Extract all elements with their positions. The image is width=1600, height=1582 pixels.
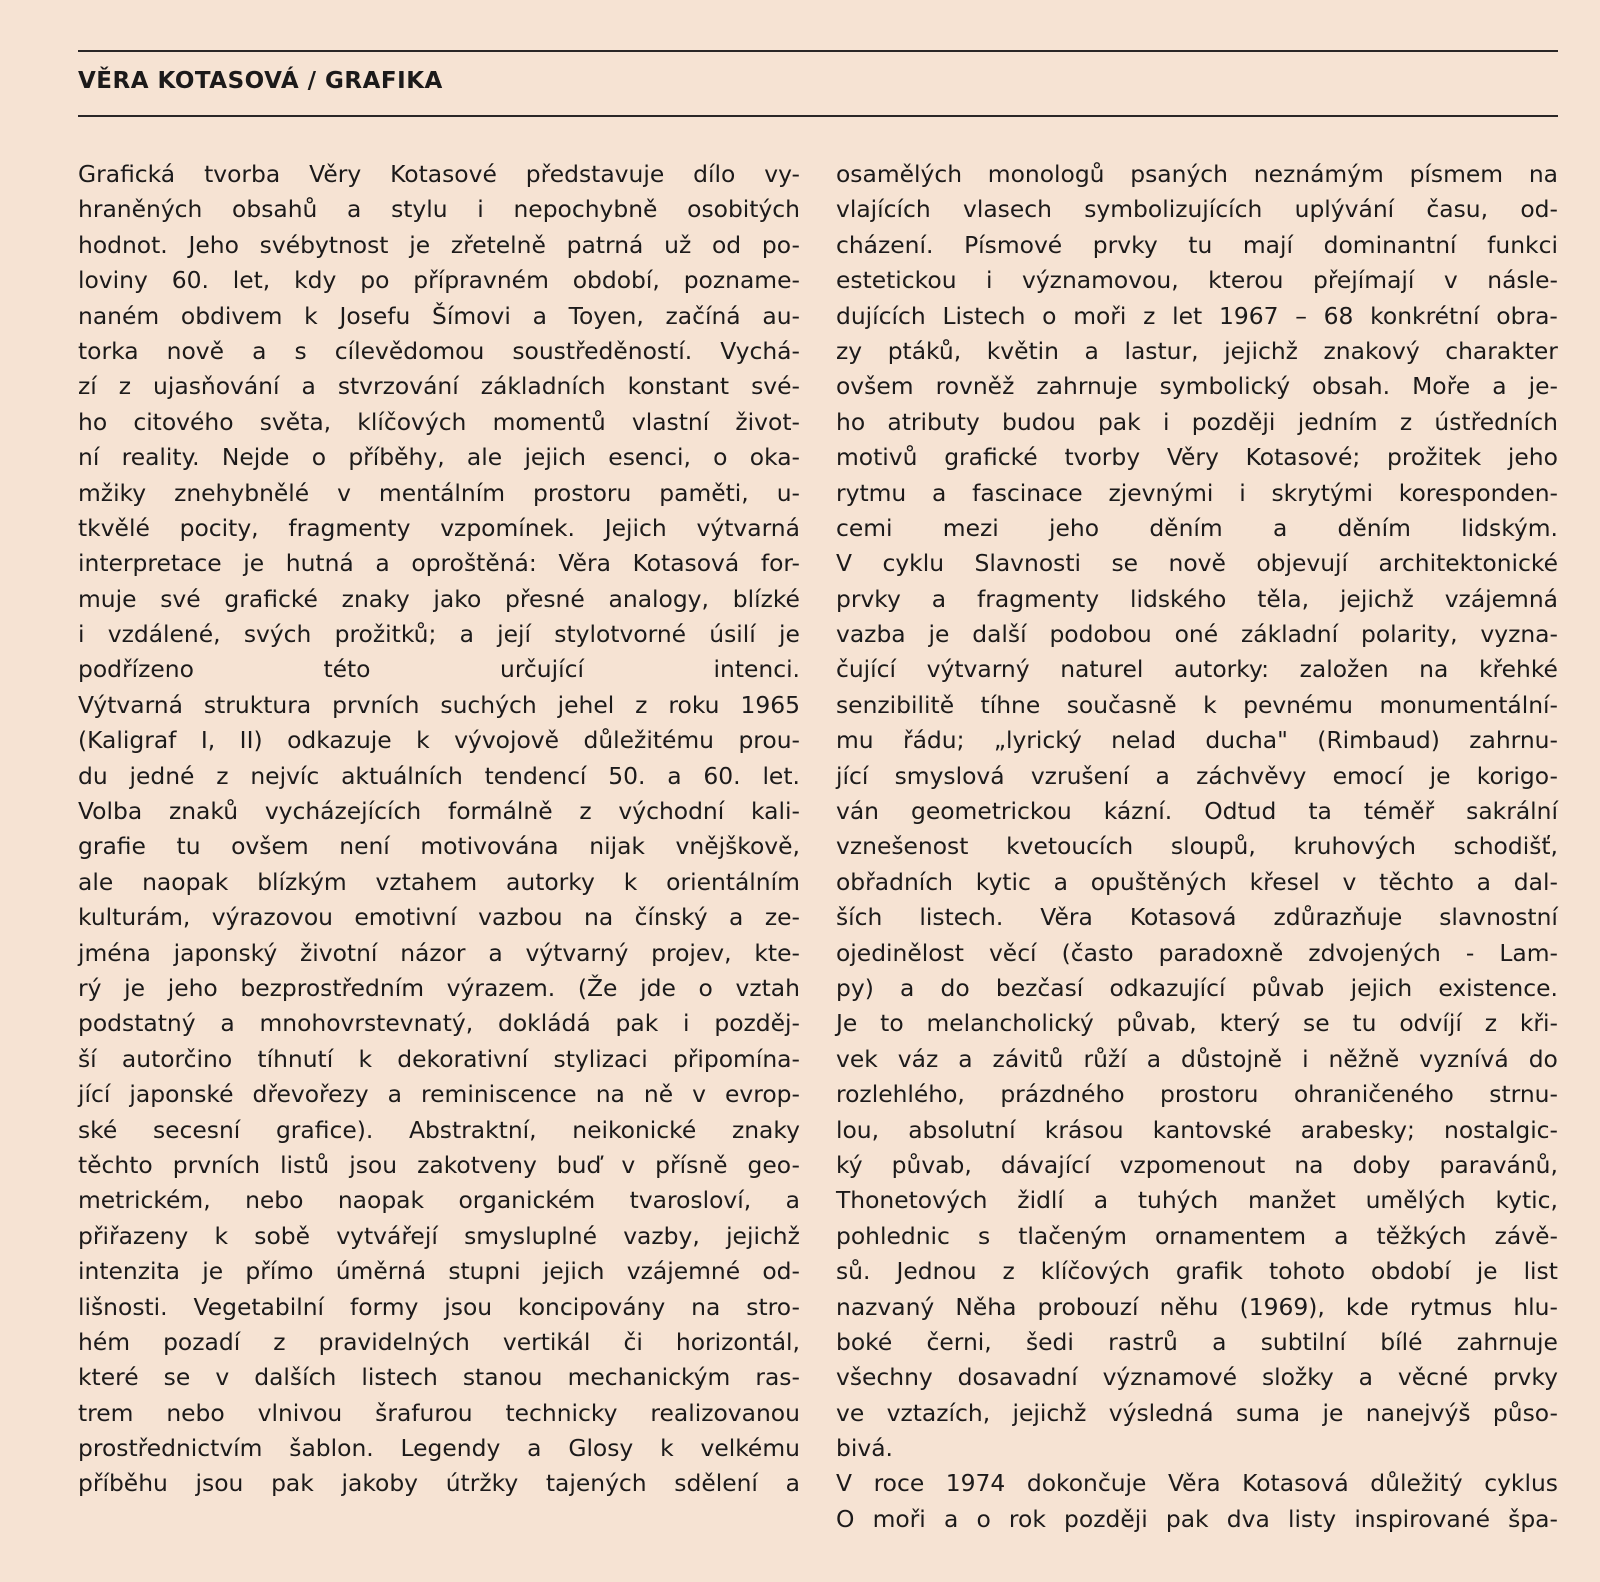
- text-line: zy ptáků, květin a lastur, jejichž znakový charakter: [836, 336, 1558, 365]
- text-line: rozlehlého, prázdného prostoru ohraničeného strnu-: [836, 1080, 1558, 1109]
- text-line: Thonetových židlí a tuhých manžet umělých kytic,: [836, 1186, 1558, 1215]
- text-line: příběhu jsou pak jakoby útržky tajených sdělení a: [78, 1469, 800, 1498]
- text-line: ho atributy budou pak i později jedním z ústředních: [836, 407, 1558, 436]
- text-line: ších listech. Věra Kotasová zdůrazňuje slavnostní: [836, 903, 1558, 932]
- header-bottom-rule: [78, 115, 1558, 117]
- text-line: čující výtvarný naturel autorky: založen na křehké: [836, 655, 1558, 684]
- text-line: ale naopak blízkým vztahem autorky k orientálním: [78, 867, 800, 896]
- text-line: boké černi, šedi rastrů a subtilní bílé zahrnuje: [836, 1327, 1558, 1356]
- text-line: sů. Jednou z klíčových grafik tohoto období je list: [836, 1257, 1558, 1286]
- text-line: kulturám, výrazovou emotivní vazbou na čínský a ze-: [78, 903, 800, 932]
- text-line: vlajících vlasech symbolizujících uplývání času, od-: [836, 195, 1558, 224]
- text-line: ní reality. Nejde o příběhy, ale jejich esenci, o oka-: [78, 443, 800, 472]
- text-line: Grafická tvorba Věry Kotasové představuje dílo vy-: [78, 160, 800, 188]
- text-line: cemi mezi jeho děním a děním lidským.: [836, 513, 1558, 542]
- right-text-column: [836, 157, 1558, 1537]
- text-line: obřadních kytic a opuštěných křesel v těchto a dal-: [836, 867, 1558, 896]
- text-line: (Kaligraf I, II) odkazuje k vývojově důležitému prou-: [78, 726, 800, 755]
- text-line: dujících Listech o moři z let 1967 – 68 konkrétní obra-: [836, 301, 1558, 330]
- text-line: které se v dalších listech stanou mechanickým ras-: [78, 1363, 800, 1392]
- text-line: trem nebo vlnivou šrafurou technicky realizovanou: [78, 1398, 800, 1427]
- text-line: osamělých monologů psaných neznámým písmem na: [836, 160, 1558, 188]
- text-line: senzibilitě tíhne současně k pevnému monumentální-: [836, 690, 1558, 719]
- text-line: i vzdálené, svých prožitků; a její stylotvorné úsilí je: [78, 620, 800, 649]
- text-line: prostřednictvím šablon. Legendy a Glosy k velkému: [78, 1434, 800, 1463]
- text-line: motivů grafické tvorby Věry Kotasové; prožitek jeho: [836, 443, 1558, 472]
- text-line: py) a do bezčasí odkazující půvab jejich existence.: [836, 973, 1558, 1002]
- text-line: muje své grafické znaky jako přesné analogy, blízké: [78, 584, 800, 613]
- text-line: ký půvab, dávající vzpomenout na doby paravánů,: [836, 1150, 1558, 1179]
- text-line: Je to melancholický půvab, který se tu odvíjí z kři-: [836, 1009, 1558, 1038]
- text-line: grafie tu ovšem není motivována nijak vnějškově,: [78, 832, 800, 861]
- page-header-title: VĚRA KOTASOVÁ / GRAFIKA: [78, 68, 443, 94]
- text-line: přiřazeny k sobě vytvářejí smysluplné vazby, jejichž: [78, 1221, 800, 1250]
- text-line: mu řádu; „lyrický nelad ducha" (Rimbaud) zahrnu-: [836, 726, 1558, 755]
- text-line: podřízeno této určující intenci.: [78, 655, 800, 684]
- text-line: hraněných obsahů a stylu i nepochybně osobitých: [78, 195, 800, 224]
- top-rule: [78, 50, 1558, 52]
- text-line: cházení. Písmové prvky tu mají dominantní funkci: [836, 230, 1558, 259]
- text-line: interpretace je hutná a oproštěná: Věra Kotasová for-: [78, 549, 800, 578]
- text-line: rytmu a fascinace zjevnými i skrytými koresponden-: [836, 478, 1558, 507]
- text-line: du jedné z nejvíc aktuálních tendencí 50. a 60. let.: [78, 761, 800, 790]
- text-line: naném obdivem k Josefu Šímovi a Toyen, začíná au-: [78, 301, 800, 330]
- text-line: V cyklu Slavnosti se nově objevují architektonické: [836, 549, 1558, 578]
- text-line: ojedinělost věcí (často paradoxně zdvojených - Lam-: [836, 938, 1558, 967]
- text-line: bivá.: [836, 1434, 893, 1463]
- text-line: ho citového světa, klíčových momentů vlastní život-: [78, 407, 800, 436]
- text-line: torka nově a s cílevědomou soustředěností. Vychá-: [78, 336, 800, 365]
- text-line: zí z ujasňování a stvrzování základních konstant své-: [78, 372, 800, 401]
- text-line: V roce 1974 dokončuje Věra Kotasová důležitý cyklus: [836, 1469, 1558, 1498]
- text-line: ské secesní grafice). Abstraktní, neikonické znaky: [78, 1115, 800, 1144]
- text-line: vazba je další podobou oné základní polarity, vyzna-: [836, 620, 1558, 649]
- text-line: O moři a o rok později pak dva listy inspirované špa-: [836, 1504, 1558, 1533]
- text-line: mžiky znehybnělé v mentálním prostoru paměti, u-: [78, 478, 800, 507]
- left-text-column: [78, 157, 800, 1502]
- text-line: jící japonské dřevořezy a reminiscence na ně v evrop-: [78, 1080, 800, 1109]
- text-line: lišnosti. Vegetabilní formy jsou koncipovány na stro-: [78, 1292, 800, 1321]
- text-line: těchto prvních listů jsou zakotveny buď v přísně geo-: [78, 1150, 800, 1179]
- text-line: rý je jeho bezprostředním výrazem. (Že jde o vztah: [78, 973, 800, 1002]
- text-line: estetickou i významovou, kterou přejímají v násle-: [836, 266, 1558, 295]
- text-line: loviny 60. let, kdy po přípravném období, pozname-: [78, 266, 800, 295]
- text-line: vek váz a závitů růží a důstojně i něžně vyznívá do: [836, 1044, 1558, 1073]
- text-line: ší autorčino tíhnutí k dekorativní stylizaci připomína-: [78, 1044, 800, 1073]
- text-line: hodnot. Jeho svébytnost je zřetelně patrná už od po-: [78, 230, 800, 259]
- text-line: vznešenost kvetoucích sloupů, kruhových schodišť,: [836, 832, 1558, 861]
- text-line: tkvělé pocity, fragmenty vzpomínek. Jejich výtvarná: [78, 513, 800, 542]
- text-line: pohlednic s tlačeným ornamentem a těžkých závě-: [836, 1221, 1558, 1250]
- text-line: ván geometrickou kázní. Odtud ta téměř sakrální: [836, 797, 1558, 826]
- text-line: metrickém, nebo naopak organickém tvarosloví, a: [78, 1186, 800, 1215]
- text-line: hém pozadí z pravidelných vertikál či horizontál,: [78, 1327, 800, 1356]
- text-line: jména japonský životní názor a výtvarný projev, kte-: [78, 938, 800, 967]
- text-line: prvky a fragmenty lidského těla, jejichž vzájemná: [836, 584, 1558, 613]
- text-line: Výtvarná struktura prvních suchých jehel z roku 1965: [78, 690, 800, 719]
- text-line: Volba znaků vycházejících formálně z východní kali-: [78, 797, 800, 826]
- text-line: jící smyslová vzrušení a záchvěvy emocí je korigo-: [836, 761, 1558, 790]
- text-line: ovšem rovněž zahrnuje symbolický obsah. Moře a je-: [836, 372, 1558, 401]
- text-line: nazvaný Něha probouzí něhu (1969), kde rytmus hlu-: [836, 1292, 1558, 1321]
- text-line: ve vztazích, jejichž výsledná suma je nanejvýš půso-: [836, 1398, 1558, 1427]
- text-line: intenzita je přímo úměrná stupni jejich vzájemné od-: [78, 1257, 800, 1286]
- text-line: lou, absolutní krásou kantovské arabesky; nostalgic-: [836, 1115, 1558, 1144]
- text-line: podstatný a mnohovrstevnatý, dokládá pak i pozděj-: [78, 1009, 800, 1038]
- text-line: všechny dosavadní významové složky a věcné prvky: [836, 1363, 1558, 1392]
